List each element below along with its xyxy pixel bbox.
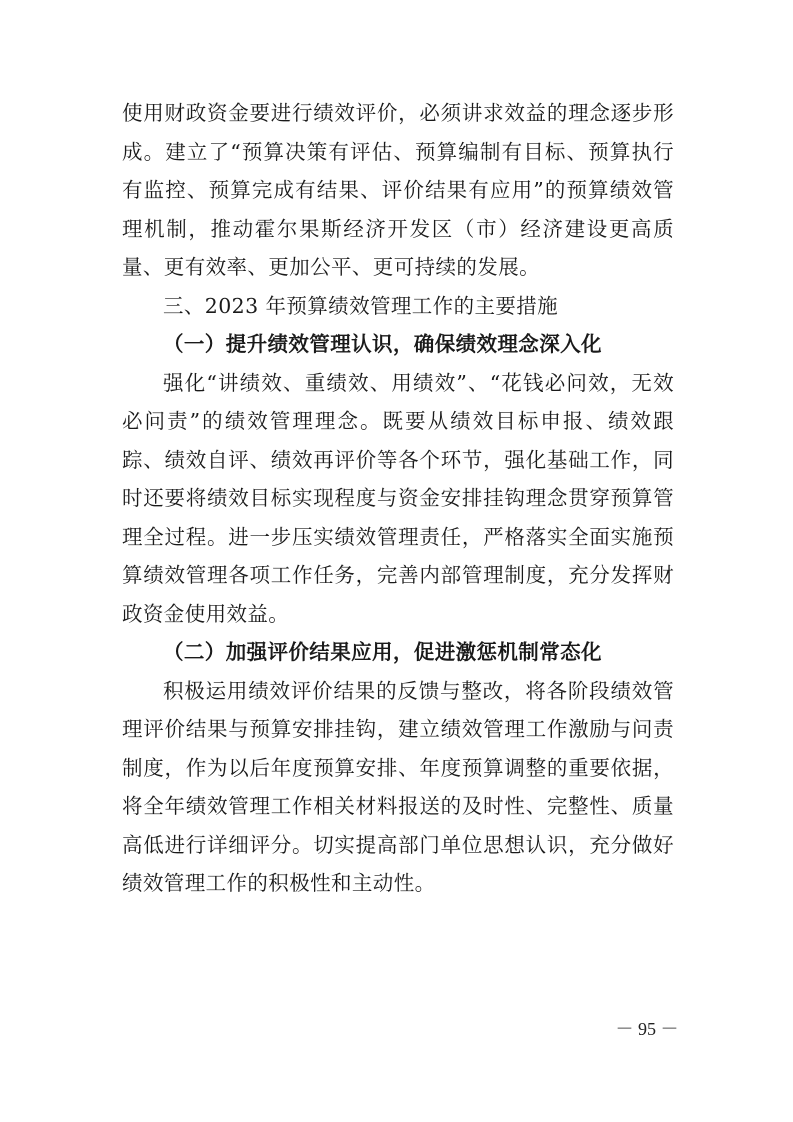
section-heading-3: 三、2023 年预算绩效管理工作的主要措施 <box>163 293 559 318</box>
paragraph-continuation: 使用财政资金要进行绩效评价，必须讲求效益的理念逐步形成。建立了“预算决策有评估、预算编制有目标、预算执行有监控、预算完成有结果、评价结果有应用”的预算绩效管理机制，推动霍尔果斯经济开发区（市）经济建设更高质量、更有效率、更加公平、更可持续的发展。 <box>122 101 674 279</box>
document-body <box>122 94 674 903</box>
subsection-heading-1: （一）提升绩效管理认识，确保绩效理念深入化 <box>163 332 602 356</box>
paragraph-evaluation-results: 积极运用绩效评价结果的反馈与整改，将各阶段绩效管理评价结果与预算安排挂钩，建立绩效管理工作激励与问责制度，作为以后年度预算安排、年度预算调整的重要依据，将全年绩效管理工作相关材料报送的及时性、完整性、质量高低进行详细评分。切实提高部门单位思想认识，充分做好绩效管理工作的积极性和主动性。 <box>122 678 674 895</box>
subsection-heading-2: （二）加强评价结果应用，促进激惩机制常态化 <box>163 640 602 664</box>
page-number: － 95 － <box>615 1019 679 1039</box>
paragraph-performance-awareness: 强化“讲绩效、重绩效、用绩效”、“花钱必问效，无效必问责”的绩效管理理念。既要从绩效目标申报、绩效跟踪、绩效自评、绩效再评价等各个环节，强化基础工作，同时还要将绩效目标实现程度与资金安排挂钩理念贯穿预算管理全过程。进一步压实绩效管理责任，严格落实全面实施预算绩效管理各项工作任务，完善内部管理制度，充分发挥财政资金使用效益。 <box>122 370 674 626</box>
